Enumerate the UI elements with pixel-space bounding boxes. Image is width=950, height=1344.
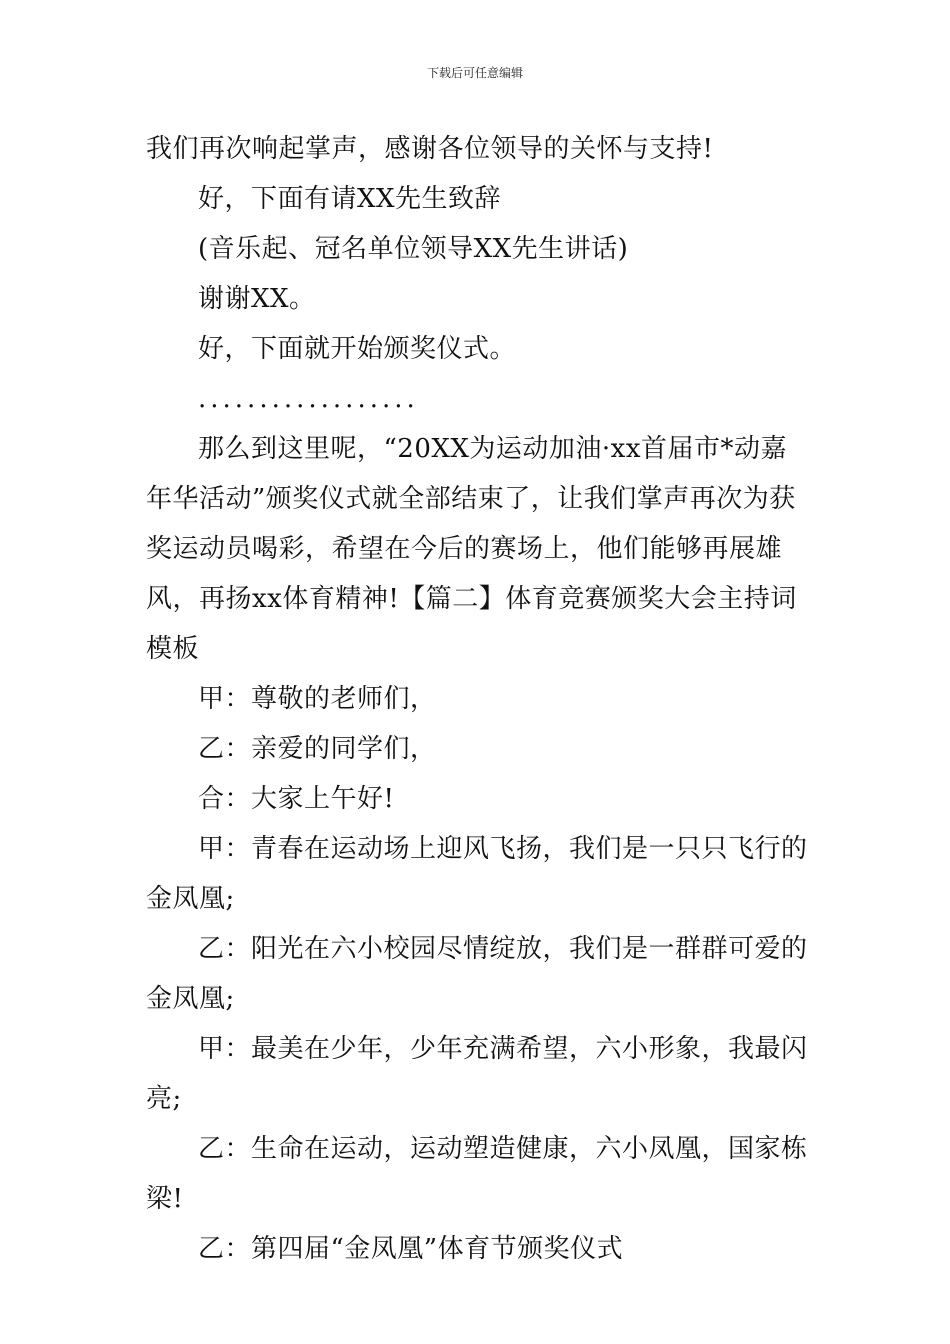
paragraph-host-b-life: 乙：生命在运动，运动塑造健康，六小凤凰，国家栋梁! <box>146 1134 808 1214</box>
document-body <box>146 124 808 1274</box>
paragraph-host-b-greeting: 乙：亲爱的同学们， <box>198 734 437 764</box>
paragraph-stage-direction: (音乐起、冠名单位领导XX先生讲话) <box>198 234 629 264</box>
paragraph-host-a-greeting: 甲：尊敬的老师们， <box>198 684 437 714</box>
paragraph-host-b-ceremony-title: 乙：第四届“金凤凰”体育节颁奖仪式 <box>198 1234 624 1264</box>
paragraph-host-b-sunshine: 乙：阳光在六小校园尽情绽放，我们是一群群可爱的金凤凰; <box>146 934 808 1014</box>
paragraph-together-greeting: 合：大家上午好! <box>198 784 395 814</box>
paragraph-thank-you: 谢谢XX。 <box>198 284 316 314</box>
page-header-note: 下载后可任意编辑 <box>426 66 523 80</box>
paragraph-host-a-youth: 甲：青春在运动场上迎风飞扬，我们是一只只飞行的金凤凰; <box>146 834 808 914</box>
paragraph-closing: 那么到这里呢，“20XX为运动加油·xx首届市*动嘉年华活动”颁奖仪式就全部结束了，让我们掌声再次为获奖运动员喝彩，希望在今后的赛场上，他们能够再展雄风，再扬xx体育精神!【篇二】体育竞赛颁奖大会主持词模板 <box>146 434 797 664</box>
paragraph-host-a-beauty: 甲：最美在少年，少年充满希望，六小形象，我最闪亮; <box>146 1034 808 1114</box>
paragraph-thanks-leaders: 我们再次响起掌声，感谢各位领导的关怀与支持! <box>146 134 714 164</box>
paragraph-start-ceremony: 好，下面就开始颁奖仪式。 <box>198 334 517 364</box>
paragraph-ellipsis: .................. <box>198 384 419 414</box>
paragraph-invite-speech: 好，下面有请XX先生致辞 <box>198 184 502 214</box>
